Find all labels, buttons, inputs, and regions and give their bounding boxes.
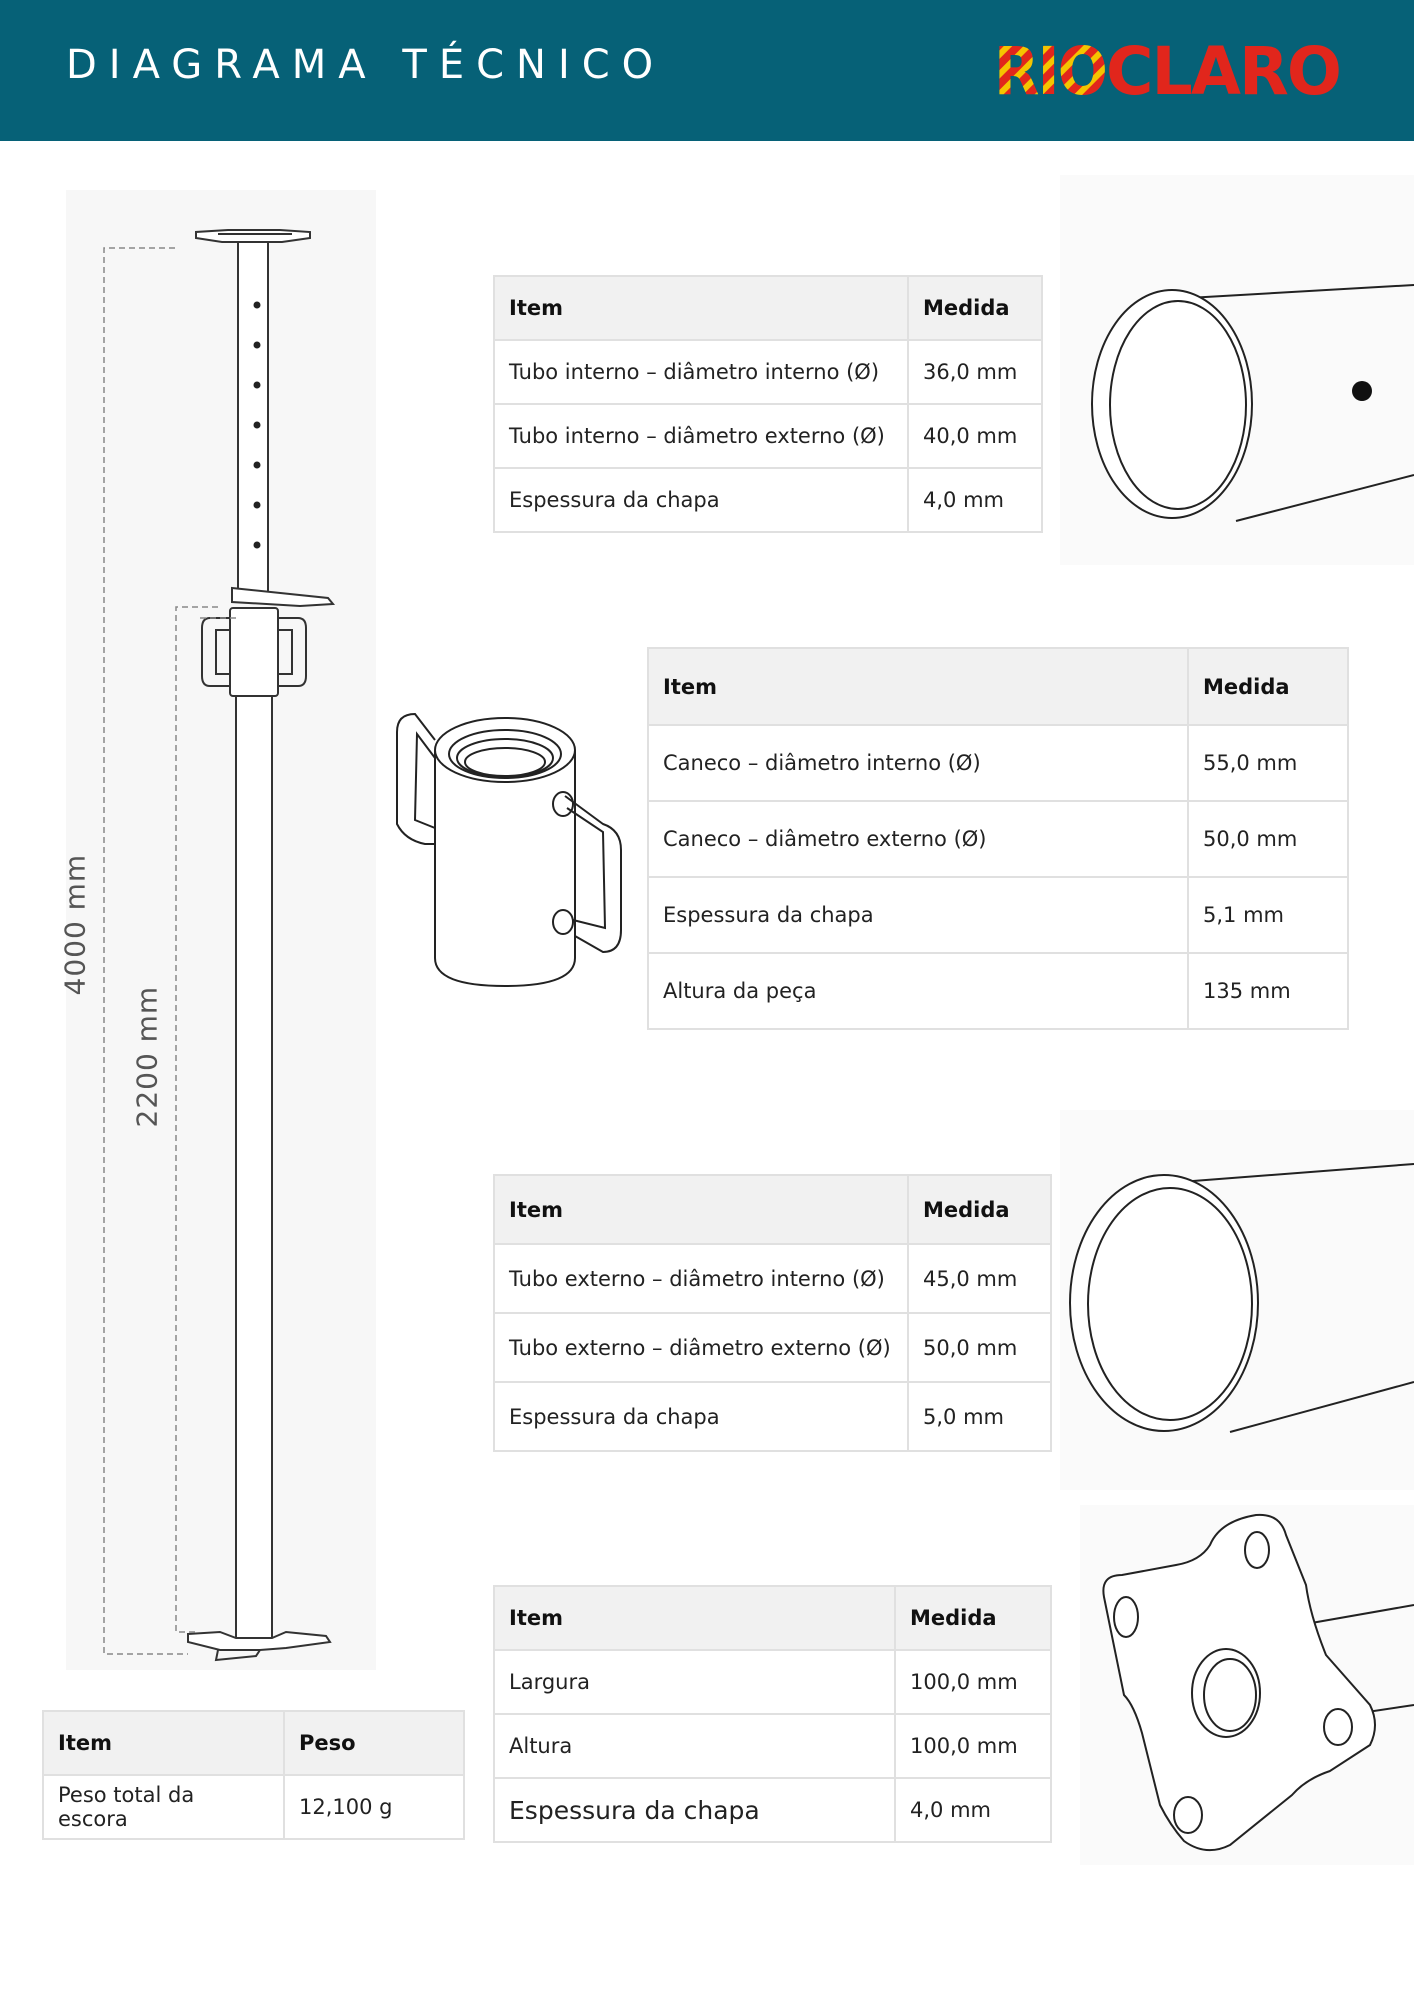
table-cell-item: Peso total da escora [43,1775,284,1839]
table-row [494,1382,1051,1451]
inner-tube-table [493,275,1043,533]
table-cell-measure: 40,0 mm [908,404,1042,468]
table-row [494,468,1042,532]
table-row [648,801,1348,877]
table-row [494,340,1042,404]
total-height-label: 4000 mm [58,853,92,996]
table-cell-item: Altura [494,1714,895,1778]
caneco-table [647,647,1349,1030]
table-cell-measure: 4,0 mm [908,468,1042,532]
table-cell-item: Caneco – diâmetro interno (Ø) [648,725,1188,801]
table-cell-item: Espessura da chapa [494,1382,908,1451]
table-cell-item: Tubo externo – diâmetro interno (Ø) [494,1244,908,1313]
table-row [494,1244,1051,1313]
table-cell-measure: 50,0 mm [1188,801,1348,877]
table-row [494,1778,1051,1842]
table-header-row [648,648,1348,725]
outer-tube-drawing [1060,1110,1414,1490]
column-header-measure: Medida [1188,648,1348,725]
table-row [43,1775,464,1839]
outer-tube-table [493,1174,1052,1452]
column-header-item: Item [494,1586,895,1650]
table-cell-measure: 4,0 mm [895,1778,1051,1842]
table-row [494,404,1042,468]
column-header-item: Item [43,1711,284,1775]
table-header-row [43,1711,464,1775]
table-cell-item: Caneco – diâmetro externo (Ø) [648,801,1188,877]
outer-tube-height-label: 2200 mm [130,985,164,1128]
table-cell-measure: 55,0 mm [1188,725,1348,801]
table-cell-measure: 100,0 mm [895,1714,1051,1778]
table-cell-item: Espessura da chapa [494,468,908,532]
table-cell-measure: 5,0 mm [908,1382,1051,1451]
caneco-drawing [385,700,625,1000]
table-cell-measure: 135 mm [1188,953,1348,1029]
base-plate-table [493,1585,1052,1843]
base-plate-drawing [1080,1505,1414,1865]
table-row [494,1650,1051,1714]
prop-drawing [60,190,380,1670]
table-cell-measure: 45,0 mm [908,1244,1051,1313]
column-header-measure: Medida [908,276,1042,340]
table-cell-measure: 36,0 mm [908,340,1042,404]
svg-text:CLARO: CLARO [1106,36,1340,104]
table-cell-item: Espessura da chapa [648,877,1188,953]
table-header-row [494,276,1042,340]
header-bar [0,0,1414,141]
page-title: DIAGRAMA TÉCNICO [66,42,666,88]
table-row [648,877,1348,953]
column-header-measure: Medida [908,1175,1051,1244]
table-cell-item: Largura [494,1650,895,1714]
table-cell-measure: 5,1 mm [1188,877,1348,953]
column-header-item: Item [494,1175,908,1244]
column-header-weight: Peso [284,1711,464,1775]
svg-text:RIO: RIO [994,36,1106,104]
table-cell-measure: 100,0 mm [895,1650,1051,1714]
table-header-row [494,1175,1051,1244]
inner-tube-drawing [1060,175,1414,565]
rioclaro-logo [994,36,1342,104]
column-header-item: Item [494,276,908,340]
table-cell-item: Altura da peça [648,953,1188,1029]
column-header-item: Item [648,648,1188,725]
table-row [648,725,1348,801]
table-header-row [494,1586,1051,1650]
table-cell-weight: 12,100 g [284,1775,464,1839]
table-cell-item: Tubo interno – diâmetro externo (Ø) [494,404,908,468]
table-cell-item: Espessura da chapa [494,1778,895,1842]
weight-table [42,1710,465,1840]
table-row [648,953,1348,1029]
table-cell-item: Tubo externo – diâmetro externo (Ø) [494,1313,908,1382]
column-header-measure: Medida [895,1586,1051,1650]
table-row [494,1714,1051,1778]
table-cell-item: Tubo interno – diâmetro interno (Ø) [494,340,908,404]
table-row [494,1313,1051,1382]
table-cell-measure: 50,0 mm [908,1313,1051,1382]
